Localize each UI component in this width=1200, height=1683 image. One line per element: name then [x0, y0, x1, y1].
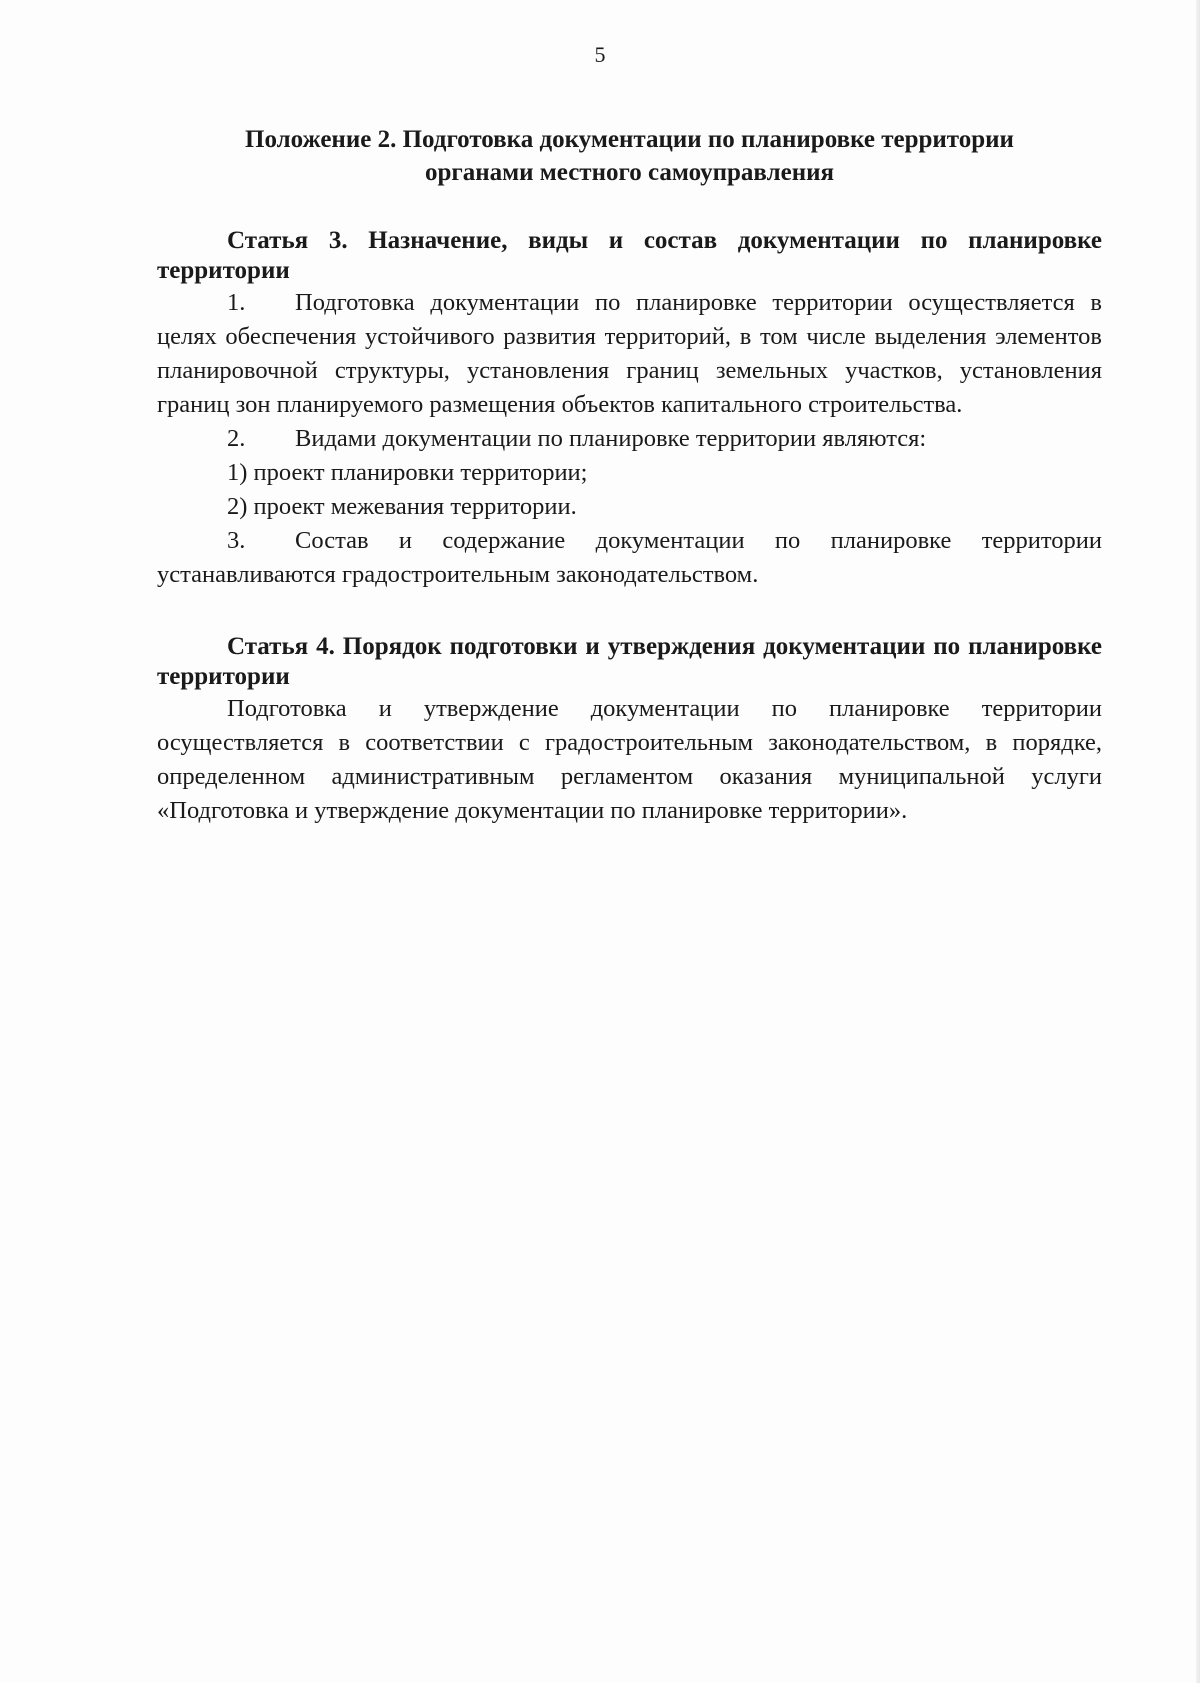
- paragraph-text: Видами документации по планировке территории являются:: [295, 425, 927, 452]
- article-3-title: Статья 3. Назначение, виды и состав документации по планировке территории: [157, 227, 1102, 284]
- document-body: [157, 123, 1102, 828]
- chapter-title: [157, 123, 1102, 189]
- chapter-title-line-1: Положение 2. Подготовка документации по планировке территории: [245, 126, 1014, 153]
- chapter-title-line-2: органами местного самоуправления: [424, 159, 835, 186]
- list-item: 1) проект планировки территории;: [227, 459, 588, 486]
- paragraph-text: Состав и содержание документации по планировке территории устанавливаются градостроительным законодательством.: [157, 527, 1102, 588]
- article-3-paragraph-1: [157, 286, 1102, 422]
- article-3-paragraph-2: [157, 422, 1102, 456]
- scan-edge: [1196, 0, 1200, 1683]
- paragraph-text: Подготовка документации по планировке территории осуществляется в целях обеспечения устойчивого развития территорий, в том числе выделения элементов планировочной структуры, установления границ земельных участков, установления границ зон планируемого размещения объектов капитального строительства.: [157, 289, 1102, 418]
- page-number: 5: [594, 42, 606, 67]
- list-item: 2) проект межевания территории.: [227, 493, 577, 520]
- paragraph-number: 1.: [227, 289, 246, 316]
- article-3-paragraph-3: [157, 524, 1102, 592]
- paragraph-number: 3.: [227, 527, 246, 554]
- paragraph-number: 2.: [227, 425, 246, 452]
- article-4-paragraph: Подготовка и утверждение документации по планировке территории осуществляется в соответствии с градостроительным законодательством, в порядке, определенном административным регламентом оказания муниципальной услуги «Подготовка и утверждение документации по планировке территории».: [157, 695, 1102, 824]
- article-4-title: Статья 4. Порядок подготовки и утверждения документации по планировке территории: [157, 633, 1102, 690]
